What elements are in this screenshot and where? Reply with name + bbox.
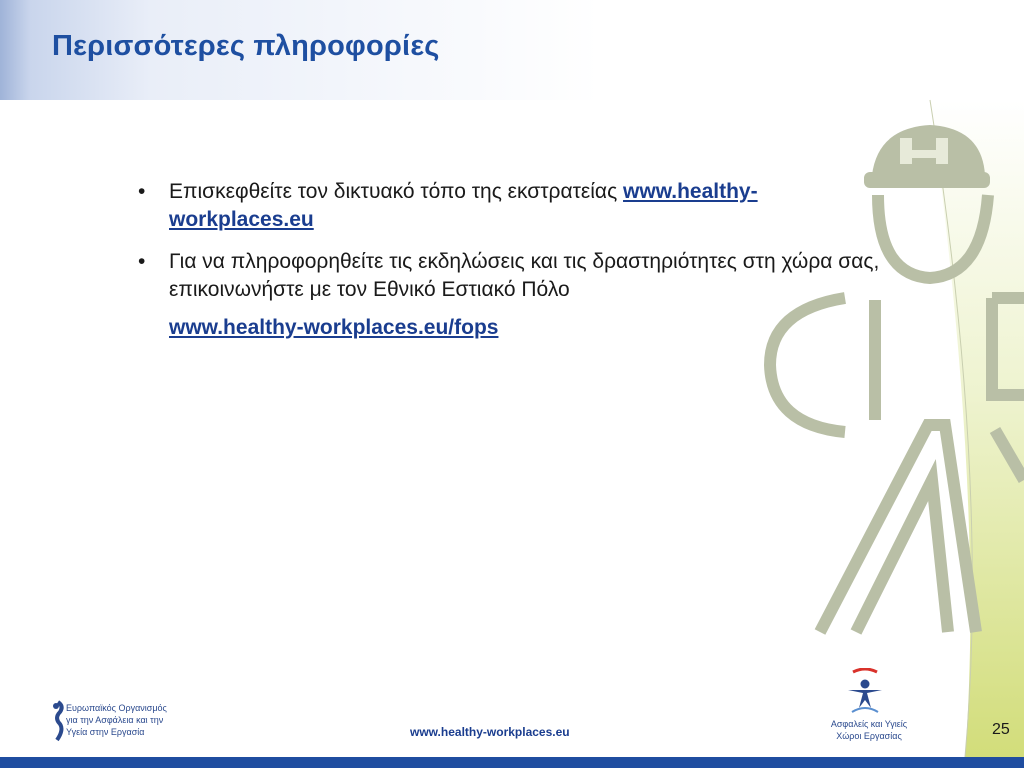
list-item [138,248,898,342]
footer-url[interactable]: www.healthy-workplaces.eu [410,725,570,739]
campaign-logo-text: Ασφαλείς και Υγιείς Χώροι Εργασίας [830,719,908,741]
fops-link[interactable]: www.healthy-workplaces.eu/fops [169,316,499,339]
bottom-bar [0,757,1024,768]
campaign-logo-icon [840,668,890,716]
bullet-dot: • [138,250,146,273]
bullet-list [138,178,898,356]
page-number: 25 [992,721,1010,738]
page-title: Περισσότερες πληροφορίες [52,30,440,62]
campaign-link[interactable]: www.healthy-workplaces.eu [169,180,758,231]
agency-logo-icon [48,700,68,742]
bullet-dot: • [138,180,146,203]
agency-logo-text: Ευρωπαϊκός Οργανισμός για την Ασφάλεια και την Υγεία στην Εργασία [66,703,167,737]
bullet-text: Για να πληροφορηθείτε τις εκδηλώσεις και τις δραστηριότητες στη χώρα σας, επικοινωνήστε με τον Εθνικό Εστιακό Πόλο [169,250,880,301]
bullet-text: Επισκεφθείτε τον δικτυακό τόπο της εκστρατείας [169,180,624,203]
list-item [138,178,898,234]
